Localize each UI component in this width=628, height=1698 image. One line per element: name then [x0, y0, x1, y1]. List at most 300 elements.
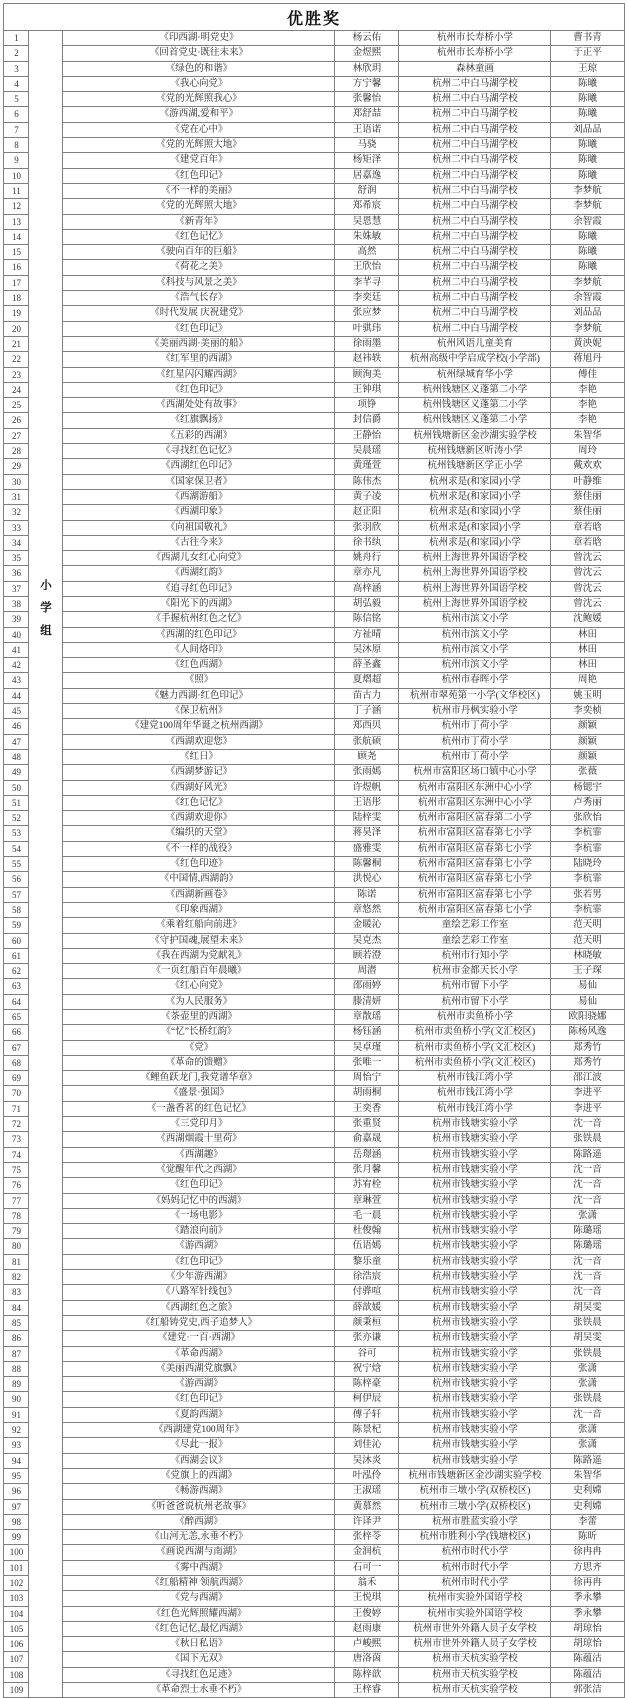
rank-cell: 50 — [4, 780, 29, 795]
table-row — [4, 367, 624, 382]
school-cell: 杭州钱塘新区学正小学 — [399, 459, 551, 474]
title-cell: 《红日》 — [63, 749, 335, 764]
rank-cell: 33 — [4, 520, 29, 535]
teacher-cell: 胡琼怡 — [551, 1637, 624, 1652]
school-cell: 杭州市钱塘实验小学 — [399, 1117, 551, 1132]
school-cell: 杭州市钱塘实验小学 — [399, 1254, 551, 1269]
school-cell: 杭州市钱塘实验小学 — [399, 1377, 551, 1392]
school-cell: 杭州钱塘区义蓬第二小学 — [399, 413, 551, 428]
teacher-cell: 胡吴雯 — [551, 1300, 624, 1315]
table-row — [4, 413, 624, 428]
teacher-cell: 陈曦 — [551, 168, 624, 183]
school-cell: 杭州市滨文小学 — [399, 642, 551, 657]
teacher-cell: 颜颖 — [551, 719, 624, 734]
title-cell: 《盛景·强国》 — [63, 1086, 335, 1101]
author-cell: 王淑瑶 — [335, 1484, 399, 1499]
rank-cell: 72 — [4, 1117, 29, 1132]
table-row — [4, 122, 624, 137]
rank-cell: 53 — [4, 826, 29, 841]
school-cell: 杭州市钱塘实验小学 — [399, 1392, 551, 1407]
rank-cell: 38 — [4, 596, 29, 611]
title-cell: 《红心向党》 — [63, 979, 335, 994]
author-cell: 卢峻熙 — [335, 1637, 399, 1652]
author-cell: 柯伊辰 — [335, 1392, 399, 1407]
rank-cell: 5 — [4, 92, 29, 107]
table-row — [4, 566, 624, 581]
school-cell: 杭州高级中学启成学校(小学部) — [399, 352, 551, 367]
title-cell: 《浩气长存》 — [63, 291, 335, 306]
teacher-cell: 张潇 — [551, 1438, 624, 1453]
school-cell: 杭州市时代小学 — [399, 1560, 551, 1575]
teacher-cell: 曾沈云 — [551, 581, 624, 596]
author-cell: 章悠然 — [335, 902, 399, 917]
table-row — [4, 902, 624, 917]
teacher-cell: 沈鲍媛 — [551, 612, 624, 627]
author-cell: 王俊婷 — [335, 1606, 399, 1621]
school-cell: 杭州市世外外籍人员子女学校 — [399, 1621, 551, 1636]
school-cell: 杭州市世外外籍人员子女学校 — [399, 1637, 551, 1652]
teacher-cell: 陈曦 — [551, 153, 624, 168]
school-cell: 杭州市富阳区富春第七小学 — [399, 857, 551, 872]
school-cell: 杭州市钱江湾小学 — [399, 1101, 551, 1116]
rank-cell: 51 — [4, 795, 29, 810]
school-cell: 杭州上海世界外国语学校 — [399, 566, 551, 581]
rank-cell: 89 — [4, 1377, 29, 1392]
rank-cell: 87 — [4, 1346, 29, 1361]
school-cell: 杭州市钱塘实验小学 — [399, 1147, 551, 1162]
author-cell: 徐雨墨 — [335, 336, 399, 351]
teacher-cell: 沈一音 — [551, 1178, 624, 1193]
title-cell: 《西湖游船》 — [63, 489, 335, 504]
table-row — [4, 459, 624, 474]
school-cell: 杭州二中白马湖学校 — [399, 260, 551, 275]
table-row — [4, 1162, 624, 1177]
table-row — [4, 1147, 624, 1162]
table-row — [4, 1132, 624, 1147]
teacher-cell: 李杭霏 — [551, 902, 624, 917]
author-cell: 陈梓歆 — [335, 1667, 399, 1682]
table-row — [4, 826, 624, 841]
school-cell: 杭州二中白马湖学校 — [399, 306, 551, 321]
school-cell: 杭州市胜蓝实验小学 — [399, 1514, 551, 1529]
rank-cell: 18 — [4, 291, 29, 306]
school-cell: 杭州风语儿童美育 — [399, 336, 551, 351]
author-cell: 张重贤 — [335, 1117, 399, 1132]
teacher-cell: 陈曦 — [551, 107, 624, 122]
author-cell: 夏熠超 — [335, 673, 399, 688]
teacher-cell: 欧阳骁娜 — [551, 1010, 624, 1025]
school-cell: 杭州市卖鱼桥小学(文汇校区) — [399, 1040, 551, 1055]
rank-cell: 30 — [4, 474, 29, 489]
title-cell: 《西湖欢迎你》 — [63, 811, 335, 826]
teacher-cell: 陈蕴沽 — [551, 1667, 624, 1682]
teacher-cell: 林晓敏 — [551, 948, 624, 963]
title-cell: 《魅力西湖·红色印记》 — [63, 688, 335, 703]
teacher-cell: 郭张洁 — [551, 1683, 624, 1698]
title-cell: 《红色印记》 — [63, 1254, 335, 1269]
author-cell: 周潜 — [335, 964, 399, 979]
rank-cell: 59 — [4, 918, 29, 933]
teacher-cell: 李杭霏 — [551, 826, 624, 841]
title-cell: 《红船精神 领航西湖》 — [63, 1575, 335, 1590]
rank-cell: 91 — [4, 1407, 29, 1422]
rank-cell: 92 — [4, 1423, 29, 1438]
teacher-cell: 张潇 — [551, 1208, 624, 1223]
teacher-cell: 陈曦 — [551, 245, 624, 260]
author-cell: 胡雨桐 — [335, 1086, 399, 1101]
table-row — [4, 1377, 624, 1392]
school-cell: 杭州求是(和家园)小学 — [399, 489, 551, 504]
school-cell: 杭州市富阳区富春第七小学 — [399, 902, 551, 917]
table-row — [4, 1040, 624, 1055]
school-cell: 杭州二中白马湖学校 — [399, 214, 551, 229]
author-cell: 陆梓雯 — [335, 811, 399, 826]
rank-cell: 47 — [4, 734, 29, 749]
teacher-cell: 张欣怡 — [551, 811, 624, 826]
author-cell: 付骅喧 — [335, 1285, 399, 1300]
title-cell: 《党的光辉照大地》 — [63, 199, 335, 214]
title-cell: 《听爸爸说杭州老故事》 — [63, 1499, 335, 1514]
table-row — [4, 428, 624, 443]
school-cell: 杭州市丁荷小学 — [399, 749, 551, 764]
school-cell: 杭州市实验外国语学校 — [399, 1606, 551, 1621]
author-cell: 杨钰涵 — [335, 1025, 399, 1040]
teacher-cell: 沈一音 — [551, 1270, 624, 1285]
title-cell: 《红色印记》 — [63, 321, 335, 336]
title-cell: 《妈妈记忆中的西湖》 — [63, 1193, 335, 1208]
school-cell: 杭州二中白马湖学校 — [399, 321, 551, 336]
teacher-cell: 范天明 — [551, 918, 624, 933]
teacher-cell: 刘品品 — [551, 306, 624, 321]
title-cell: 《印象西湖》 — [63, 902, 335, 917]
school-cell: 杭州市丁荷小学 — [399, 719, 551, 734]
author-cell: 张月馨 — [335, 1162, 399, 1177]
rank-cell: 83 — [4, 1285, 29, 1300]
table-row — [4, 1208, 624, 1223]
title-cell: 《革命西湖》 — [63, 1346, 335, 1361]
rank-cell: 14 — [4, 229, 29, 244]
group-cell — [29, 31, 63, 1698]
title-cell: 《建党百年》 — [63, 153, 335, 168]
rank-cell: 90 — [4, 1392, 29, 1407]
title-cell: 《党旗上的西湖》 — [63, 1468, 335, 1483]
title-cell: 《乘着红船向前进》 — [63, 918, 335, 933]
rank-cell: 49 — [4, 765, 29, 780]
school-cell: 杭州市钱塘实验小学 — [399, 1132, 551, 1147]
school-cell: 杭州市钱塘实验小学 — [399, 1346, 551, 1361]
rank-cell: 94 — [4, 1453, 29, 1468]
school-cell: 杭州市富阳区场口镇中心小学 — [399, 765, 551, 780]
teacher-cell: 张潇 — [551, 1361, 624, 1376]
teacher-cell: 曾沈云 — [551, 551, 624, 566]
author-cell: 许煜帆 — [335, 780, 399, 795]
table-row — [4, 780, 624, 795]
title-cell: 《红色光辉照耀西湖》 — [63, 1606, 335, 1621]
title-cell: 《照》 — [63, 673, 335, 688]
table-row — [4, 321, 624, 336]
teacher-cell: 李梦航 — [551, 275, 624, 290]
author-cell: 黄瑾萱 — [335, 459, 399, 474]
table-row — [4, 979, 624, 994]
table-row — [4, 1423, 624, 1438]
author-cell: 翁禾 — [335, 1575, 399, 1590]
title-cell: 《美丽西湖·美丽的船》 — [63, 336, 335, 351]
title-cell: 《建党·一百·西湖》 — [63, 1331, 335, 1346]
title-cell: 《追寻红色印记》 — [63, 581, 335, 596]
author-cell: 苏宥栓 — [335, 1178, 399, 1193]
school-cell: 杭州市翠苑第一小学(文华校区) — [399, 688, 551, 703]
school-cell: 杭州市金都天长小学 — [399, 964, 551, 979]
rank-cell: 20 — [4, 321, 29, 336]
teacher-cell: 史利嫦 — [551, 1484, 624, 1499]
rank-cell: 108 — [4, 1667, 29, 1682]
table-row — [4, 92, 624, 107]
rank-cell: 40 — [4, 627, 29, 642]
table-row — [4, 704, 624, 719]
author-cell: 王奕香 — [335, 1101, 399, 1116]
title-cell: 《手握杭州红色之忆》 — [63, 612, 335, 627]
table-row — [4, 1315, 624, 1330]
rank-cell: 12 — [4, 199, 29, 214]
author-cell: 许译尹 — [335, 1514, 399, 1529]
school-cell: 杭州二中白马湖学校 — [399, 153, 551, 168]
title-cell: 《西湖红韵》 — [63, 566, 335, 581]
teacher-cell: 余智霞 — [551, 291, 624, 306]
teacher-cell: 季永攀 — [551, 1591, 624, 1606]
rank-cell: 105 — [4, 1621, 29, 1636]
rank-cell: 29 — [4, 459, 29, 474]
rank-cell: 96 — [4, 1484, 29, 1499]
school-cell: 杭州钱塘区义蓬第二小学 — [399, 398, 551, 413]
rank-cell: 23 — [4, 367, 29, 382]
title-cell: 《山河无恙,永垂不朽》 — [63, 1530, 335, 1545]
school-cell: 杭州市三墩小学(双桥校区) — [399, 1499, 551, 1514]
table-row — [4, 658, 624, 673]
table-row — [4, 1055, 624, 1070]
teacher-cell: 陈曦 — [551, 260, 624, 275]
teacher-cell: 林田 — [551, 658, 624, 673]
table-row — [4, 306, 624, 321]
author-cell: 吴克杰 — [335, 933, 399, 948]
school-cell: 童绘艺彩工作室 — [399, 918, 551, 933]
table-row — [4, 275, 624, 290]
title-cell: 《为人民服务》 — [63, 994, 335, 1009]
table-row — [4, 31, 624, 46]
title-cell: 《红旗飘扬》 — [63, 413, 335, 428]
teacher-cell: 叶静维 — [551, 474, 624, 489]
title-cell: 《畅游西湖》 — [63, 1484, 335, 1499]
table-row — [4, 1071, 624, 1086]
teacher-cell: 沈一音 — [551, 1407, 624, 1422]
title-cell: 《党与西湖》 — [63, 1591, 335, 1606]
school-cell: 杭州市钱塘实验小学 — [399, 1423, 551, 1438]
rank-cell: 93 — [4, 1438, 29, 1453]
author-cell: 黄慕然 — [335, 1499, 399, 1514]
title-cell: 《西湖建党100周年》 — [63, 1423, 335, 1438]
table-row — [4, 505, 624, 520]
title-cell: 《秋日私语》 — [63, 1637, 335, 1652]
teacher-cell: 陈蕴沽 — [551, 1652, 624, 1667]
author-cell: 张羽欣 — [335, 520, 399, 535]
title-cell: 《一场电影》 — [63, 1208, 335, 1223]
table-row — [4, 1530, 624, 1545]
table-row — [4, 872, 624, 887]
table-row — [4, 520, 624, 535]
teacher-cell: 章若晗 — [551, 520, 624, 535]
school-cell: 杭州二中白马湖学校 — [399, 291, 551, 306]
table-row — [4, 168, 624, 183]
title-cell: 《西湖新画卷》 — [63, 887, 335, 902]
rank-cell: 103 — [4, 1591, 29, 1606]
title-cell: 《夏韵西湖》 — [63, 1407, 335, 1422]
title-cell: 《红色印记》 — [63, 168, 335, 183]
teacher-cell: 陈杨风逸 — [551, 1025, 624, 1040]
table-row — [4, 76, 624, 91]
title-cell: 《革命烈士永垂不朽》 — [63, 1683, 335, 1698]
title-cell: 《西湖红色印记》 — [63, 459, 335, 474]
teacher-cell: 蔡佳丽 — [551, 505, 624, 520]
author-cell: 周怡宁 — [335, 1071, 399, 1086]
teacher-cell: 杨锶宇 — [551, 780, 624, 795]
school-cell: 杭州市钱塘实验小学 — [399, 1239, 551, 1254]
table-row — [4, 581, 624, 596]
title-cell: 《西湖会议》 — [63, 1453, 335, 1468]
school-cell: 杭州求是(和家园)小学 — [399, 505, 551, 520]
teacher-cell: 周艳 — [551, 673, 624, 688]
rank-cell: 61 — [4, 948, 29, 963]
teacher-cell: 陈曦 — [551, 229, 624, 244]
author-cell: 吴恩慧 — [335, 214, 399, 229]
title-cell: 《美丽西湖党旗飘》 — [63, 1361, 335, 1376]
title-cell: 《鲤鱼跃龙门,我党谱华章》 — [63, 1071, 335, 1086]
title-cell: 《红色印记》 — [63, 1392, 335, 1407]
rank-cell: 68 — [4, 1055, 29, 1070]
teacher-cell: 张铁晨 — [551, 1315, 624, 1330]
title-cell: 《踏浪向前》 — [63, 1224, 335, 1239]
author-cell: 石可一 — [335, 1560, 399, 1575]
author-cell: 滕清妍 — [335, 994, 399, 1009]
teacher-cell: 林田 — [551, 642, 624, 657]
table-row — [4, 1499, 624, 1514]
school-cell: 杭州钱塘新区听涛小学 — [399, 444, 551, 459]
teacher-cell: 李进平 — [551, 1086, 624, 1101]
rank-cell: 41 — [4, 642, 29, 657]
school-cell: 杭州市胜利小学(钱塘校区) — [399, 1530, 551, 1545]
school-cell: 杭州市钱江湾小学 — [399, 1086, 551, 1101]
author-cell: 舒润 — [335, 183, 399, 198]
school-cell: 杭州上海世界外国语学校 — [399, 551, 551, 566]
school-cell: 杭州求是(和家园)小学 — [399, 535, 551, 550]
school-cell: 杭州二中白马湖学校 — [399, 138, 551, 153]
author-cell: 顾若澄 — [335, 948, 399, 963]
school-cell: 杭州市钱塘新区金沙湖实验学校 — [399, 1468, 551, 1483]
teacher-cell: 蒋旭丹 — [551, 352, 624, 367]
title-cell: 《我心向党》 — [63, 76, 335, 91]
school-cell: 杭州市留下小学 — [399, 994, 551, 1009]
school-cell: 杭州市钱塘实验小学 — [399, 1193, 551, 1208]
title-cell: 《“忆”长桥红韵》 — [63, 1025, 335, 1040]
school-cell: 杭州市富阳区富春第七小学 — [399, 841, 551, 856]
rank-cell: 62 — [4, 964, 29, 979]
school-cell: 杭州市滨文小学 — [399, 612, 551, 627]
rank-cell: 106 — [4, 1637, 29, 1652]
author-cell: 张唯一 — [335, 1055, 399, 1070]
teacher-cell: 方思齐 — [551, 1560, 624, 1575]
teacher-cell: 范天明 — [551, 933, 624, 948]
teacher-cell: 胡琼怡 — [551, 1621, 624, 1636]
rank-cell: 32 — [4, 505, 29, 520]
teacher-cell: 陈昕 — [551, 1530, 624, 1545]
table-row — [4, 1468, 624, 1483]
author-cell: 赵雨康 — [335, 1621, 399, 1636]
rank-cell: 65 — [4, 1010, 29, 1025]
author-cell: 祝宁焓 — [335, 1361, 399, 1376]
title-cell: 《少年游西湖》 — [63, 1270, 335, 1285]
author-cell: 陈诺 — [335, 887, 399, 902]
teacher-cell: 沈一音 — [551, 1117, 624, 1132]
table-row — [4, 857, 624, 872]
rank-cell: 54 — [4, 841, 29, 856]
teacher-cell: 陈曦 — [551, 76, 624, 91]
table-row — [4, 1025, 624, 1040]
table-row — [4, 1178, 624, 1193]
rank-cell: 26 — [4, 413, 29, 428]
school-cell: 杭州市富阳区东洲中心小学 — [399, 795, 551, 810]
rank-cell: 21 — [4, 336, 29, 351]
school-cell: 杭州市丁荷小学 — [399, 734, 551, 749]
table-row — [4, 673, 624, 688]
rank-cell: 104 — [4, 1606, 29, 1621]
author-cell: 王梓睿 — [335, 1683, 399, 1698]
school-cell: 童绘艺彩工作室 — [399, 933, 551, 948]
teacher-cell: 沈一音 — [551, 1162, 624, 1177]
rank-cell: 19 — [4, 306, 29, 321]
author-cell: 黎乐童 — [335, 1254, 399, 1269]
author-cell: 吴沐原 — [335, 642, 399, 657]
title-cell: 《西湖印象》 — [63, 505, 335, 520]
school-cell: 杭州市天杭实验学校 — [399, 1667, 551, 1682]
rank-cell: 60 — [4, 933, 29, 948]
rank-cell: 7 — [4, 122, 29, 137]
table-row — [4, 474, 624, 489]
rank-cell: 25 — [4, 398, 29, 413]
table-row — [4, 382, 624, 397]
rank-cell: 39 — [4, 612, 29, 627]
school-cell: 杭州市钱塘实验小学 — [399, 1208, 551, 1223]
table-row — [4, 1101, 624, 1116]
author-cell: 王欣怡 — [335, 260, 399, 275]
school-cell: 杭州市滨文小学 — [399, 658, 551, 673]
teacher-cell: 张铁晨 — [551, 1392, 624, 1407]
teacher-cell: 曾沈云 — [551, 596, 624, 611]
rank-cell: 69 — [4, 1071, 29, 1086]
table-row — [4, 1270, 624, 1285]
title-cell: 《党的光辉照大地》 — [63, 138, 335, 153]
author-cell: 顾尧 — [335, 749, 399, 764]
rank-cell: 3 — [4, 61, 29, 76]
school-cell: 杭州钱塘区义蓬第二小学 — [399, 382, 551, 397]
school-cell: 森林童画 — [399, 61, 551, 76]
author-cell: 薛歆媛 — [335, 1300, 399, 1315]
author-cell: 胡弘毅 — [335, 596, 399, 611]
table-row — [4, 1117, 624, 1132]
title-cell: 《红色西湖》 — [63, 658, 335, 673]
author-cell: 伍语嫣 — [335, 1239, 399, 1254]
teacher-cell: 颜颖 — [551, 734, 624, 749]
table-row — [4, 1224, 624, 1239]
school-cell: 杭州二中白马湖学校 — [399, 122, 551, 137]
author-cell: 陈梓豪 — [335, 1377, 399, 1392]
